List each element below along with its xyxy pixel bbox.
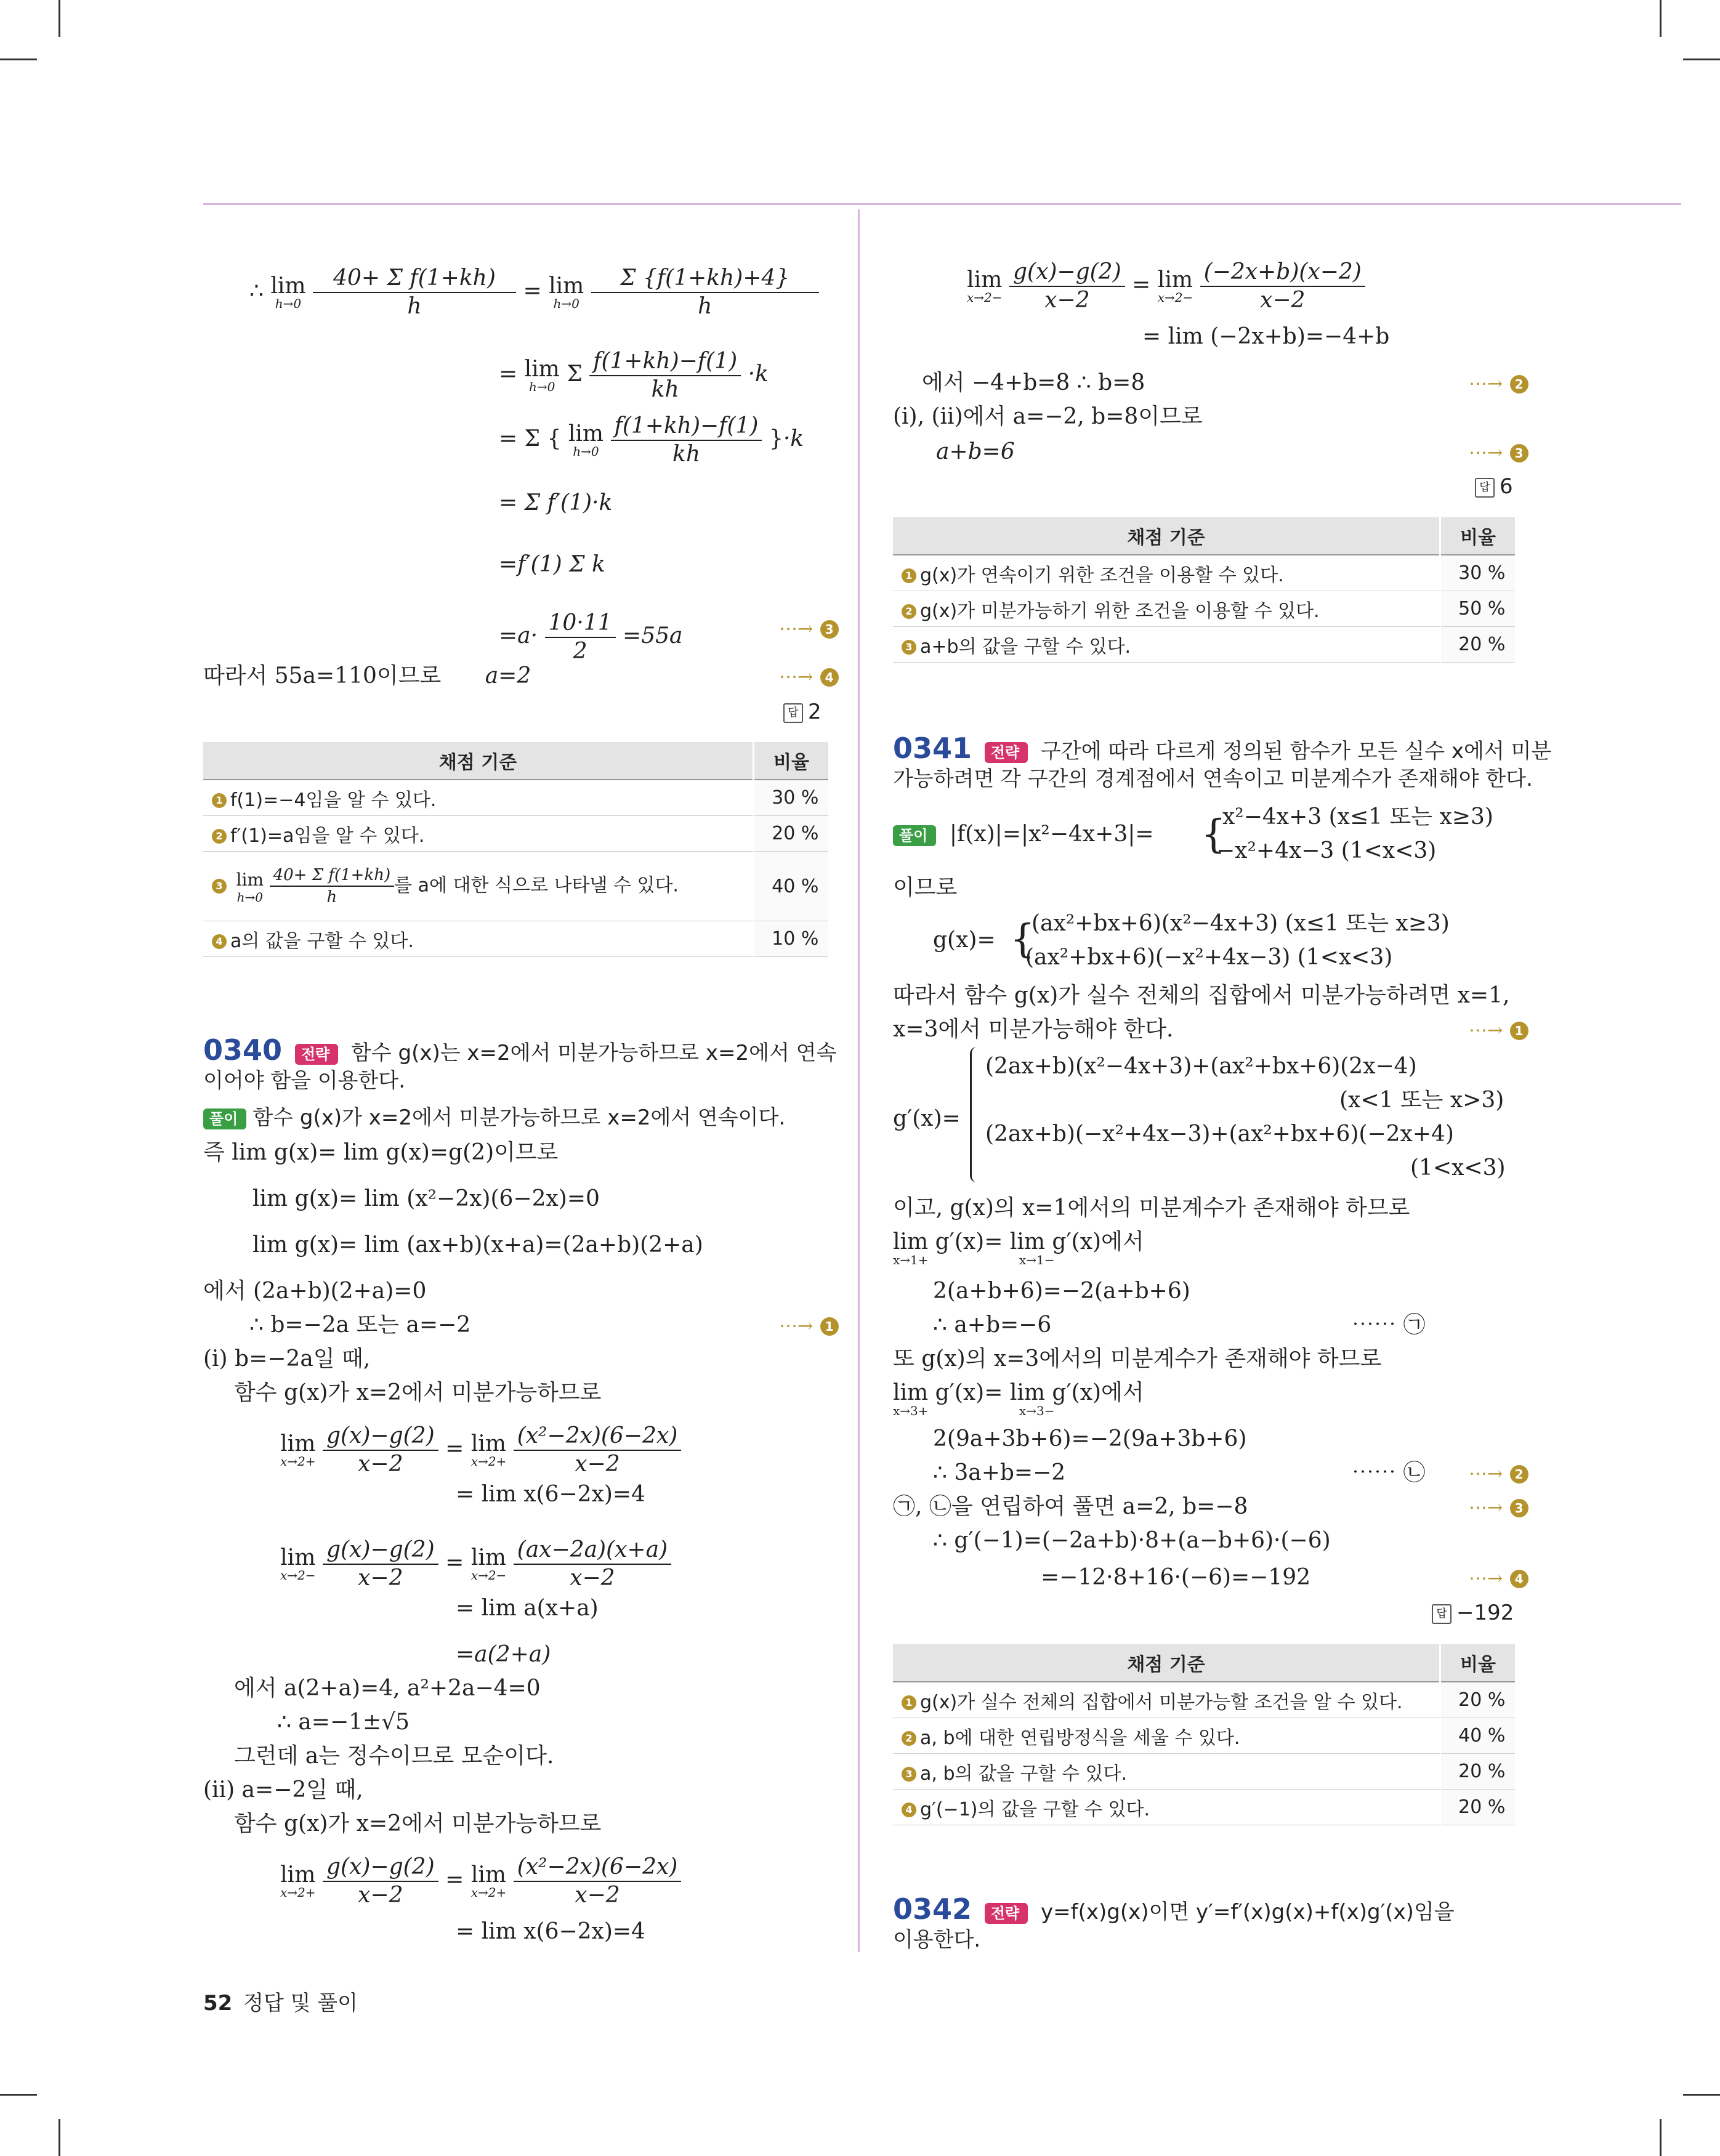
scoring-table xyxy=(893,517,1515,663)
solution-tag: 풀이 xyxy=(893,825,936,846)
page-number: 52 xyxy=(203,1991,233,2016)
math-line: g′(x)= xyxy=(893,1106,961,1131)
brace: { xyxy=(1201,812,1226,857)
math-line: (i) b=−2a일 때, xyxy=(203,1346,371,1371)
math-line: lim g′(x)= lim g′(x)에서 x→1+ x→1− xyxy=(893,1229,1144,1267)
brace: { xyxy=(1010,916,1035,962)
math-line: a+b=6 xyxy=(936,439,1015,464)
math-line: lim g′(x)= lim g′(x)에서 x→3+ x→3− xyxy=(893,1380,1144,1418)
step-marker: ⋯→ 2 xyxy=(1469,369,1528,398)
fraction: $\frac{\text{40+ Σ f(1+kh)}}{h}$ xyxy=(313,265,516,320)
step-marker: ⋯→ 3 xyxy=(1469,1493,1528,1522)
math-line: x²−4x+3 (x≤1 또는 x≥3) xyxy=(1222,804,1493,830)
math-line: ∴ a=−1±√5 xyxy=(277,1710,410,1735)
result-line: 따라서 55a=110이므로 a=2 xyxy=(203,663,531,688)
crop-mark xyxy=(1683,59,1720,60)
limit: lim h→0 xyxy=(549,273,584,311)
math-line: lim g(x)= lim (x²−2x)(6−2x)=0 xyxy=(252,1186,600,1211)
problem-number: 0342 xyxy=(893,1892,972,1926)
problem-0341-header: 0341 전략 구간에 따라 다르게 정의된 함수가 모든 실수 x에서 미분 xyxy=(893,732,1552,765)
math-line: 에서 (2a+b)(2+a)=0 xyxy=(203,1278,427,1304)
math-line: (ax²+bx+6)(x²−4x+3) (x≤1 또는 x≥3) xyxy=(1032,911,1450,936)
footer-title: 정답 및 풀이 xyxy=(243,1991,358,2016)
fraction: $\frac{f(1+kh)-f(1)}{kh}$ xyxy=(611,413,762,468)
math-line: 함수 g(x)가 x=2에서 미분가능하므로 xyxy=(234,1811,602,1836)
brace xyxy=(970,1047,977,1182)
math-line: ∴ b=−2a 또는 a=−2 xyxy=(249,1312,471,1338)
math-line: = lim a(x+a) xyxy=(456,1596,599,1621)
math-line: 풀이 |f(x)|=|x²−4x+3|= xyxy=(893,821,1154,848)
table-row: 1 f(1)=−4임을 알 수 있다. 30 % xyxy=(203,780,828,816)
math-line: (2ax+b)(−x²+4x−3)+(ax²+bx+6)(−2x+4) xyxy=(985,1121,1454,1147)
math-line: lim x→2+ $\frac{g(x)-g(2)}{x-2}$ = lim x→2+ $\frac{\text{(x²−2x)(6−2x)}}{x-2}$ xyxy=(280,1854,681,1909)
math-line: lim g(x)= lim (ax+b)(x+a)=(2a+b)(2+a) xyxy=(252,1232,703,1258)
math-line: 2(9a+3b+6)=−2(9a+3b+6) xyxy=(933,1426,1247,1451)
answer: 답 6 xyxy=(1475,473,1513,500)
limit: lim h→0 xyxy=(568,421,604,459)
strategy-text: 이어야 함을 이용한다. xyxy=(203,1068,406,1093)
math-line: 이고, g(x)의 x=1에서의 미분계수가 존재해야 하므로 xyxy=(893,1195,1410,1221)
math-line: (1<x<3) xyxy=(1410,1155,1506,1181)
scoring-table xyxy=(893,1644,1515,1825)
math-line: ∴ g′(−1)=(−2a+b)·8+(a−b+6)·(−6) xyxy=(933,1528,1331,1553)
limit: lim h→0 xyxy=(270,273,306,311)
math-line: ∴ lim h→0 $\frac{\text{40+ Σ f(1+kh)}}{h}$ = lim h→0 $\frac{\Sigma \{f(1+kh)+4\}}{h}$ xyxy=(249,265,819,320)
step-marker: ⋯→ 3 xyxy=(1469,438,1528,467)
math-line: = lim h→0 Σ $\frac{f(1+kh)-f(1)}{kh}$ ·k xyxy=(499,349,769,402)
math-line: = Σ { lim h→0 $\frac{f(1+kh)-f(1)}{kh}$ }·k xyxy=(499,413,804,467)
math-line: 함수 g(x)가 x=2에서 미분가능하므로 xyxy=(234,1380,602,1405)
math-line: (ii) a=−2일 때, xyxy=(203,1777,363,1803)
step-marker: ⋯→ 1 xyxy=(1469,1016,1528,1044)
math-line: ∴ a+b=−6 xyxy=(933,1312,1052,1338)
math-line: (2ax+b)(x²−4x+3)+(ax²+bx+6)(2x−4) xyxy=(985,1054,1417,1079)
math-line: 즉 lim g(x)= lim g(x)=g(2)이므로 xyxy=(203,1140,559,1165)
header-rule xyxy=(203,203,1681,205)
problem-0342-header: 0342 전략 y=f(x)g(x)이면 y′=f′(x)g(x)+f(x)g′(x)임을 xyxy=(893,1892,1455,1926)
equation-mark: ⋯⋯ ㉠ xyxy=(1352,1312,1426,1338)
step-marker: ⋯→ 1 xyxy=(779,1312,839,1340)
math-line: 또 g(x)의 x=3에서의 미분계수가 존재해야 하므로 xyxy=(893,1346,1382,1371)
math-line: (x<1 또는 x>3) xyxy=(1339,1088,1504,1113)
math-line: = lim x(6−2x)=4 xyxy=(456,1919,645,1944)
crop-mark xyxy=(1660,0,1661,37)
math-line: x=3에서 미분가능해야 한다. xyxy=(893,1017,1174,1042)
problem-0340-header: 0340 전략 함수 g(x)는 x=2에서 미분가능하므로 x=2에서 연속 xyxy=(203,1033,837,1067)
fraction: $\frac{f(1+kh)-f(1)}{kh}$ xyxy=(589,348,741,403)
strategy-text: 가능하려면 각 구간의 경계점에서 연속이고 미분계수가 존재해야 한다. xyxy=(893,767,1533,791)
table-row: 3 a, b의 값을 구할 수 있다. 20 % xyxy=(893,1754,1515,1790)
math-line: lim x→2− $\frac{g(x)-g(2)}{x-2}$ = lim x→2− $\frac{(ax-2a)(x+a)}{x-2}$ xyxy=(280,1536,671,1592)
crop-mark xyxy=(0,2094,37,2096)
step-marker: ⋯→ 4 xyxy=(1469,1564,1528,1593)
math-line: (ax²+bx+6)(−x²+4x−3) (1<x<3) xyxy=(1025,945,1393,970)
fraction: $\frac{\Sigma \{f(1+kh)+4\}}{h}$ xyxy=(591,265,819,320)
math-line: 이므로 xyxy=(893,875,958,900)
strategy-tag: 전략 xyxy=(985,1903,1028,1924)
table-header: 비율 xyxy=(1440,1644,1516,1682)
crop-mark xyxy=(59,0,60,37)
math-line: = lim x(6−2x)=4 xyxy=(456,1482,645,1507)
table-row: 4 g′(−1)의 값을 구할 수 있다. 20 % xyxy=(893,1790,1515,1825)
answer-icon: 답 xyxy=(1475,478,1495,498)
step-marker: ⋯→ 2 xyxy=(1469,1460,1528,1488)
crop-mark xyxy=(1660,2119,1661,2156)
math-line: lim x→2− $\frac{g(x)-g(2)}{x-2}$ = lim x→2− $\frac{(-2x+b)(x-2)}{x-2}$ xyxy=(967,259,1365,314)
answer: 답 −192 xyxy=(1432,1599,1514,1626)
step-marker: ⋯→ 4 xyxy=(779,663,839,691)
math-line: ㉠, ㉡을 연립하여 풀면 a=2, b=−8 xyxy=(893,1494,1248,1519)
math-line: g(x)= xyxy=(933,927,996,953)
table-row: 2 f′(1)=a임을 알 수 있다. 20 % xyxy=(203,816,828,852)
crop-mark xyxy=(59,2119,60,2156)
math-line: 에서 a(2+a)=4, a²+2a−4=0 xyxy=(234,1676,541,1701)
answer: 답 2 xyxy=(783,698,822,725)
table-row: 3 lim h→0 $\frac{\text{40+ Σ f(1+kh)}}{h}$ 를 a에 대한 식으로 나타낼 수 있다. 40 % xyxy=(203,852,828,921)
math-line: 에서 −4+b=8 ∴ b=8 xyxy=(922,370,1145,395)
math-line: =−12·8+16·(−6)=−192 xyxy=(1041,1565,1311,1590)
table-row: 2 a, b에 대한 연립방정식을 세울 수 있다. 40 % xyxy=(893,1718,1515,1754)
math-line: 2(a+b+6)=−2(a+b+6) xyxy=(933,1278,1190,1304)
step-marker: ⋯→ 3 xyxy=(779,615,839,643)
math-line: =a(2+a) xyxy=(456,1642,551,1667)
strategy-tag: 전략 xyxy=(295,1044,338,1065)
table-row: 1 g(x)가 실수 전체의 집합에서 미분가능할 조건을 알 수 있다. 20 % xyxy=(893,1682,1515,1718)
table-row: 3 a+b의 값을 구할 수 있다. 20 % xyxy=(893,627,1515,663)
table-row: 4 a의 값을 구할 수 있다. 10 % xyxy=(203,921,828,957)
crop-mark xyxy=(1683,2094,1720,2096)
math-line: −x²+4x−3 (1<x<3) xyxy=(1216,838,1437,863)
solution-tag: 풀이 xyxy=(203,1108,246,1129)
table-header: 채점 기준 xyxy=(203,742,754,780)
table-header: 채점 기준 xyxy=(893,517,1440,555)
page-footer xyxy=(203,1986,358,2016)
limit: lim h→0 xyxy=(524,357,560,394)
math-line: = lim (−2x+b)=−4+b xyxy=(1142,324,1390,349)
table-row: 2 g(x)가 미분가능하기 위한 조건을 이용할 수 있다. 50 % xyxy=(893,591,1515,627)
strategy-tag: 전략 xyxy=(985,742,1028,763)
answer-icon: 답 xyxy=(783,703,803,723)
crop-mark xyxy=(0,59,37,60)
answer-icon: 답 xyxy=(1432,1604,1452,1624)
math-line: =a· $\frac{10\cdot 11}{2}$ =55a xyxy=(499,610,683,664)
equation-mark: ⋯⋯ ㉡ xyxy=(1352,1460,1426,1485)
table-header: 채점 기준 xyxy=(893,1644,1440,1682)
column-divider xyxy=(858,209,860,1952)
math-line: (i), (ii)에서 a=−2, b=8이므로 xyxy=(893,404,1203,429)
problem-number: 0341 xyxy=(893,732,972,765)
table-row: 1 g(x)가 연속이기 위한 조건을 이용할 수 있다. 30 % xyxy=(893,555,1515,591)
math-line: ∴ 3a+b=−2 xyxy=(933,1460,1066,1485)
table-header: 비율 xyxy=(1440,517,1516,555)
solution-line: 풀이 함수 g(x)가 x=2에서 미분가능하므로 x=2에서 연속이다. xyxy=(203,1102,785,1133)
math-line: 그런데 a는 정수이므로 모순이다. xyxy=(234,1743,554,1769)
table-header: 비율 xyxy=(754,742,829,780)
math-line: lim x→2+ $\frac{g(x)-g(2)}{x-2}$ = lim x→2+ $\frac{\text{(x²−2x)(6−2x)}}{x-2}$ xyxy=(280,1423,681,1478)
scoring-table xyxy=(203,742,828,957)
math-line: =f′(1) Σ k xyxy=(499,552,605,577)
math-line: 따라서 함수 g(x)가 실수 전체의 집합에서 미분가능하려면 x=1, xyxy=(893,983,1510,1008)
fraction: $\frac{10\cdot 11}{2}$ xyxy=(545,610,616,665)
therefore-symbol: ∴ xyxy=(249,278,264,304)
problem-number: 0340 xyxy=(203,1033,283,1067)
strategy-text: 이용한다. xyxy=(893,1928,981,1952)
math-line: = Σ f′(1)·k xyxy=(499,490,613,515)
